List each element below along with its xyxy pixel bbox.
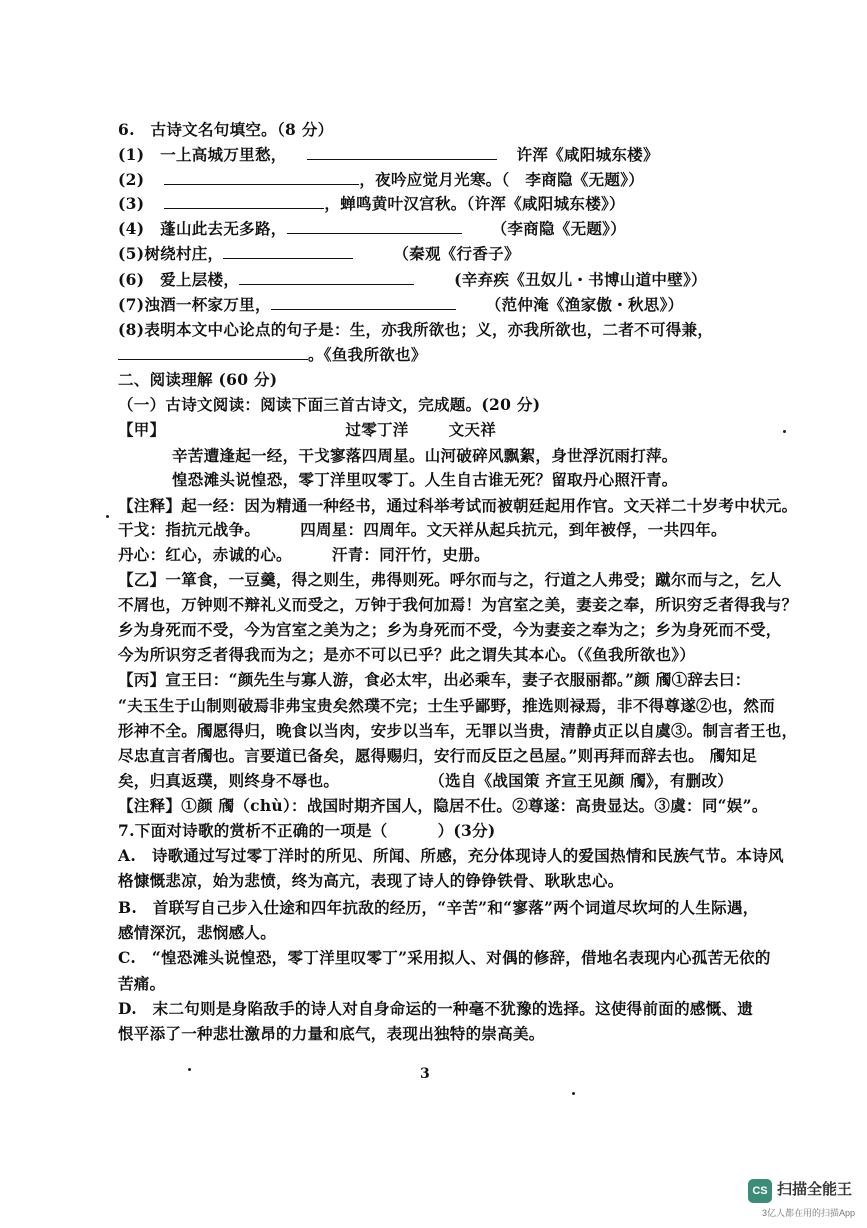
subsection-title: （一）古诗文阅读：阅读下面三首古诗文，完成题。(20 分)	[118, 395, 541, 414]
yi-text: 【乙】一箪食，一豆羹，得之则生，弗得则死。呼尔而与之，行道之人弗受；蹴尔而与之，乞人	[118, 570, 782, 589]
q6-item-3: (3) ，蝉鸣黄叶汉宫秋。（许浑《咸阳城东楼》）	[118, 194, 625, 213]
option-d-cont: 恨平添了一种悲壮激昂的力量和底气，表现出独特的崇高美。	[118, 1024, 545, 1043]
q6-header: 6. 古诗文名句填空。（8 分）	[118, 120, 334, 139]
answer-blank[interactable]	[164, 194, 324, 209]
camscanner-logo-icon: CS	[748, 1179, 772, 1203]
option-b[interactable]: B. 首联写自己步入仕途和四年抗敌的经历，“辛苦”和“寥落”两个词道尽坎坷的人生际遇，	[118, 898, 759, 917]
bing-text: 【丙】宣王曰：“颜先生与寡人游，食必太牢，出必乘车，妻子衣服丽都。”颜 斶①辞去曰：	[118, 670, 751, 689]
poem-line: 辛苦遭逢起一经，干戈寥落四周星。山河破碎风飘絮，身世浮沉雨打萍。	[172, 446, 678, 465]
answer-blank[interactable]	[271, 295, 456, 310]
yi-text: 今为所识穷乏者得我而为之；是亦不可以已乎？此之谓失其本心。（《鱼我所欲也》）	[118, 645, 696, 664]
bing-text: 尽忠直言者斶也。言要道已备矣，愿得赐归，安行而反臣之邑屋。”则再拜而辞去也。 斶知足	[118, 746, 758, 765]
q6-item-5: (5)树绕村庄， （秦观《行香子》	[118, 244, 520, 263]
poem-line: 惶恐滩头说惶恐，零丁洋里叹零丁。人生自古谁无死？留取丹心照汗青。	[172, 470, 678, 489]
option-c[interactable]: C. “惶恐滩头说惶恐，零丁洋里叹零丁”采用拟人、对偶的修辞，借地名表现内心孤苦无依的	[118, 948, 771, 967]
section-title: 二、阅读理解 (60 分)	[118, 370, 278, 389]
note-line: 【注释】①颜 斶（chù）：战国时期齐国人，隐居不仕。②尊遂：高贵显达。③虞：同“娱”。	[118, 796, 768, 815]
q6-item-2: (2) ，夜吟应觉月光寒。（ 李商隐《无题》）	[118, 170, 645, 189]
page-number: 3	[420, 1066, 430, 1082]
answer-blank[interactable]	[239, 270, 414, 285]
scan-speck	[188, 1068, 191, 1071]
scan-speck	[572, 1092, 575, 1095]
poem-author: 文天祥	[448, 420, 497, 439]
note-line: 【注释】起一经：因为精通一种经书，通过科举考试而被朝廷起用作官。文天祥二十岁考中状元。	[118, 496, 798, 515]
option-a[interactable]: A. 诗歌通过写过零丁洋时的所见、所闻、所感，充分体现诗人的爱国热情和民族气节。本诗风	[118, 846, 784, 865]
scan-speck	[783, 430, 786, 433]
note-line: 干戈：指抗元战争。 四周星：四周年。文天祥从起兵抗元，到年被俘，一共四年。	[118, 520, 727, 539]
q6-item-8-cont: 。《鱼我所欲也》	[118, 345, 837, 365]
bing-text: “夫玉生于山制则破焉非弗宝贵矣然璞不完；士生乎鄙野，推选则禄焉，非不得尊遂②也，然而	[118, 696, 776, 715]
q6-item-4: (4) 蓬山此去无多路， （李商隐《无题》）	[118, 219, 627, 238]
note-line: 丹心：红心，赤诚的心。 汗青：同汗竹，史册。	[118, 545, 490, 564]
option-c-cont: 苦痛。	[118, 974, 166, 993]
answer-blank[interactable]	[287, 219, 462, 234]
q6-item-7: (7)浊酒一杯家万里， （范仲淹《渔家傲・秋思》）	[118, 295, 684, 314]
answer-blank[interactable]	[223, 244, 353, 259]
option-a-cont: 格慷慨悲凉，始为悲愤，终为高亢，表现了诗人的铮铮铁骨、耿耿忠心。	[118, 871, 624, 890]
watermark-name: 扫描全能王	[777, 1181, 853, 1198]
bing-text: 矣，归真返璞，则终身不辱也。 （选自《战国策 齐宣王见颜 斶》，有删改）	[118, 771, 734, 790]
q6-item-1: (1) 一上高城万里愁， 许浑《咸阳城东楼》	[118, 145, 659, 164]
q6-item-8: (8)表明本文中心论点的句子是：生，亦我所欲也；义，亦我所欲也，二者不可得兼，	[118, 320, 714, 339]
poem-title: 过零丁洋	[345, 420, 409, 439]
q7-stem: 7.下面对诗歌的赏析不正确的一项是（ ）(3分)	[118, 821, 496, 840]
yi-text: 乡为身死而不受，今为宫室之美为之；乡为身死而不受，今为妻妾之奉为之；乡为身死而不受，	[118, 620, 782, 639]
answer-blank[interactable]	[118, 345, 308, 360]
yi-text: 不屑也，万钟则不辩礼义而受之，万钟于我何加焉！为宫室之美，妻妾之奉，所识穷乏者得我与？	[118, 595, 798, 614]
poem-header: 【甲】 过零丁洋 文天祥	[118, 420, 497, 439]
bing-text: 形神不全。斶愿得归，晚食以当肉，安步以当车，无罪以当贵，清静贞正以自虞③。制言者王也，	[118, 721, 798, 740]
option-d[interactable]: D. 末二句则是身陷敌手的诗人对自身命运的一种毫不犹豫的选择。这使得前面的感慨、遗	[118, 999, 754, 1018]
option-b-cont: 感情深沉，悲悯感人。	[118, 923, 277, 942]
watermark-tagline: 3亿人都在用的扫描App	[762, 1208, 856, 1218]
q6-item-6: (6) 爱上层楼， (辛弃疾《丑奴儿・书博山道中壁》）	[118, 270, 707, 289]
answer-blank[interactable]	[307, 145, 497, 160]
scan-speck	[106, 515, 109, 518]
answer-blank[interactable]	[164, 170, 359, 185]
